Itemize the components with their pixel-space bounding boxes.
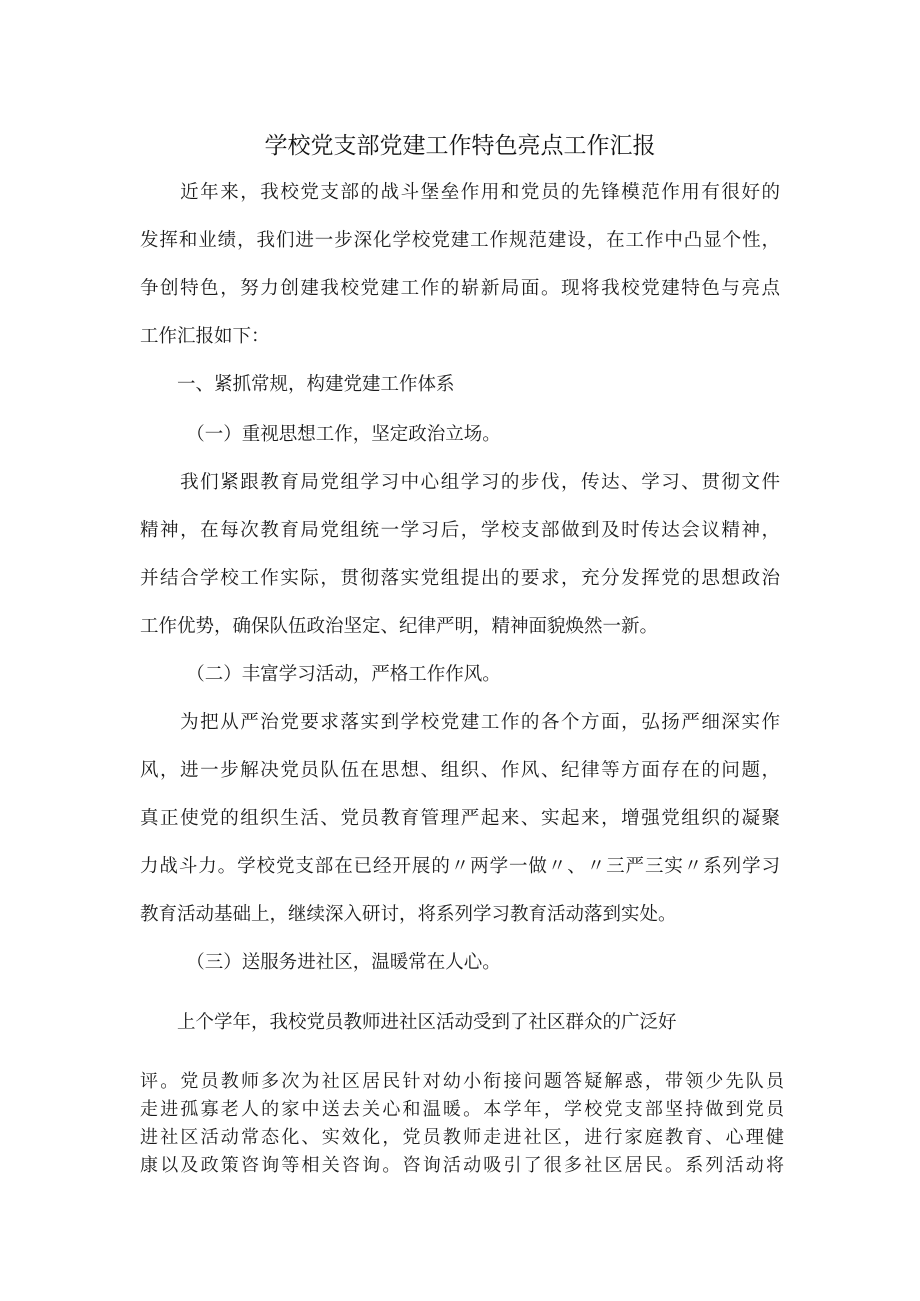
paragraph-line: 我们紧跟教育局党组学习中心组学习的步伐，传达、学习、贯彻文件 — [140, 472, 780, 493]
paragraph-line: 工作汇报如下： — [140, 326, 270, 347]
paragraph-line: 为把从严治党要求落实到学校党建工作的各个方面，弘扬严细深实作 — [140, 712, 780, 733]
paragraph-line: 工作优势，确保队伍政治坚定、纪律严明，精神面貌焕然一新。 — [140, 616, 659, 637]
paragraph-line: 走进孤寡老人的家中送去关心和温暖。本学年，学校党支部坚持做到党员 — [140, 1099, 784, 1120]
paragraph-line: 教育活动基础上，继续深入研讨，将系列学习教育活动落到实处。 — [140, 904, 677, 925]
paragraph-line: 争创特色，努力创建我校党建工作的崭新局面。现将我校党建特色与亮点 — [140, 278, 780, 299]
subsection-heading: （三）送服务进社区，温暖常在人心。 — [140, 952, 501, 973]
paragraph-line: 进社区活动常态化、实效化，党员教师走进社区，进行家庭教育、心理健 — [140, 1127, 784, 1148]
paragraph-line: 风，进一步解决党员队伍在思想、组织、作风、纪律等方面存在的问题， — [140, 760, 780, 781]
paragraph-line: 发挥和业绩，我们进一步深化学校党建工作规范建设，在工作中凸显个性， — [140, 230, 780, 251]
paragraph-line: 上个学年，我校党员教师进社区活动受到了社区群众的广泛好 — [140, 1012, 677, 1033]
paragraph-line: 并结合学校工作实际，贯彻落实党组提出的要求，充分发挥党的思想政治 — [140, 568, 780, 589]
subsection-heading: （一）重视思想工作，坚定政治立场。 — [140, 424, 501, 445]
paragraph-line: 真正使党的组织生活、党员教育管理严起来、实起来，增强党组织的凝聚 — [140, 808, 780, 829]
paragraph-line: 力战斗力。学校党支部在已经开展的〃两学一做〃、〃三严三实〃系列学习 — [140, 856, 780, 877]
paragraph-line: 精神，在每次教育局党组统一学习后，学校支部做到及时传达会议精神， — [140, 520, 780, 541]
paragraph-line: 评。党员教师多次为社区居民针对幼小衔接问题答疑解惑，带领少先队员 — [140, 1071, 784, 1092]
paragraph-line: 近年来，我校党支部的战斗堡垒作用和党员的先锋模范作用有很好的 — [140, 182, 780, 203]
subsection-heading: （二）丰富学习活动，严格工作作风。 — [140, 664, 501, 685]
section-heading: 一、紧抓常规，构建党建工作体系 — [140, 374, 455, 395]
document-title: 学校党支部党建工作特色亮点工作汇报 — [264, 133, 656, 159]
paragraph-line: 康以及政策咨询等相关咨询。咨询活动吸引了很多社区居民。系列活动将 — [140, 1155, 784, 1176]
